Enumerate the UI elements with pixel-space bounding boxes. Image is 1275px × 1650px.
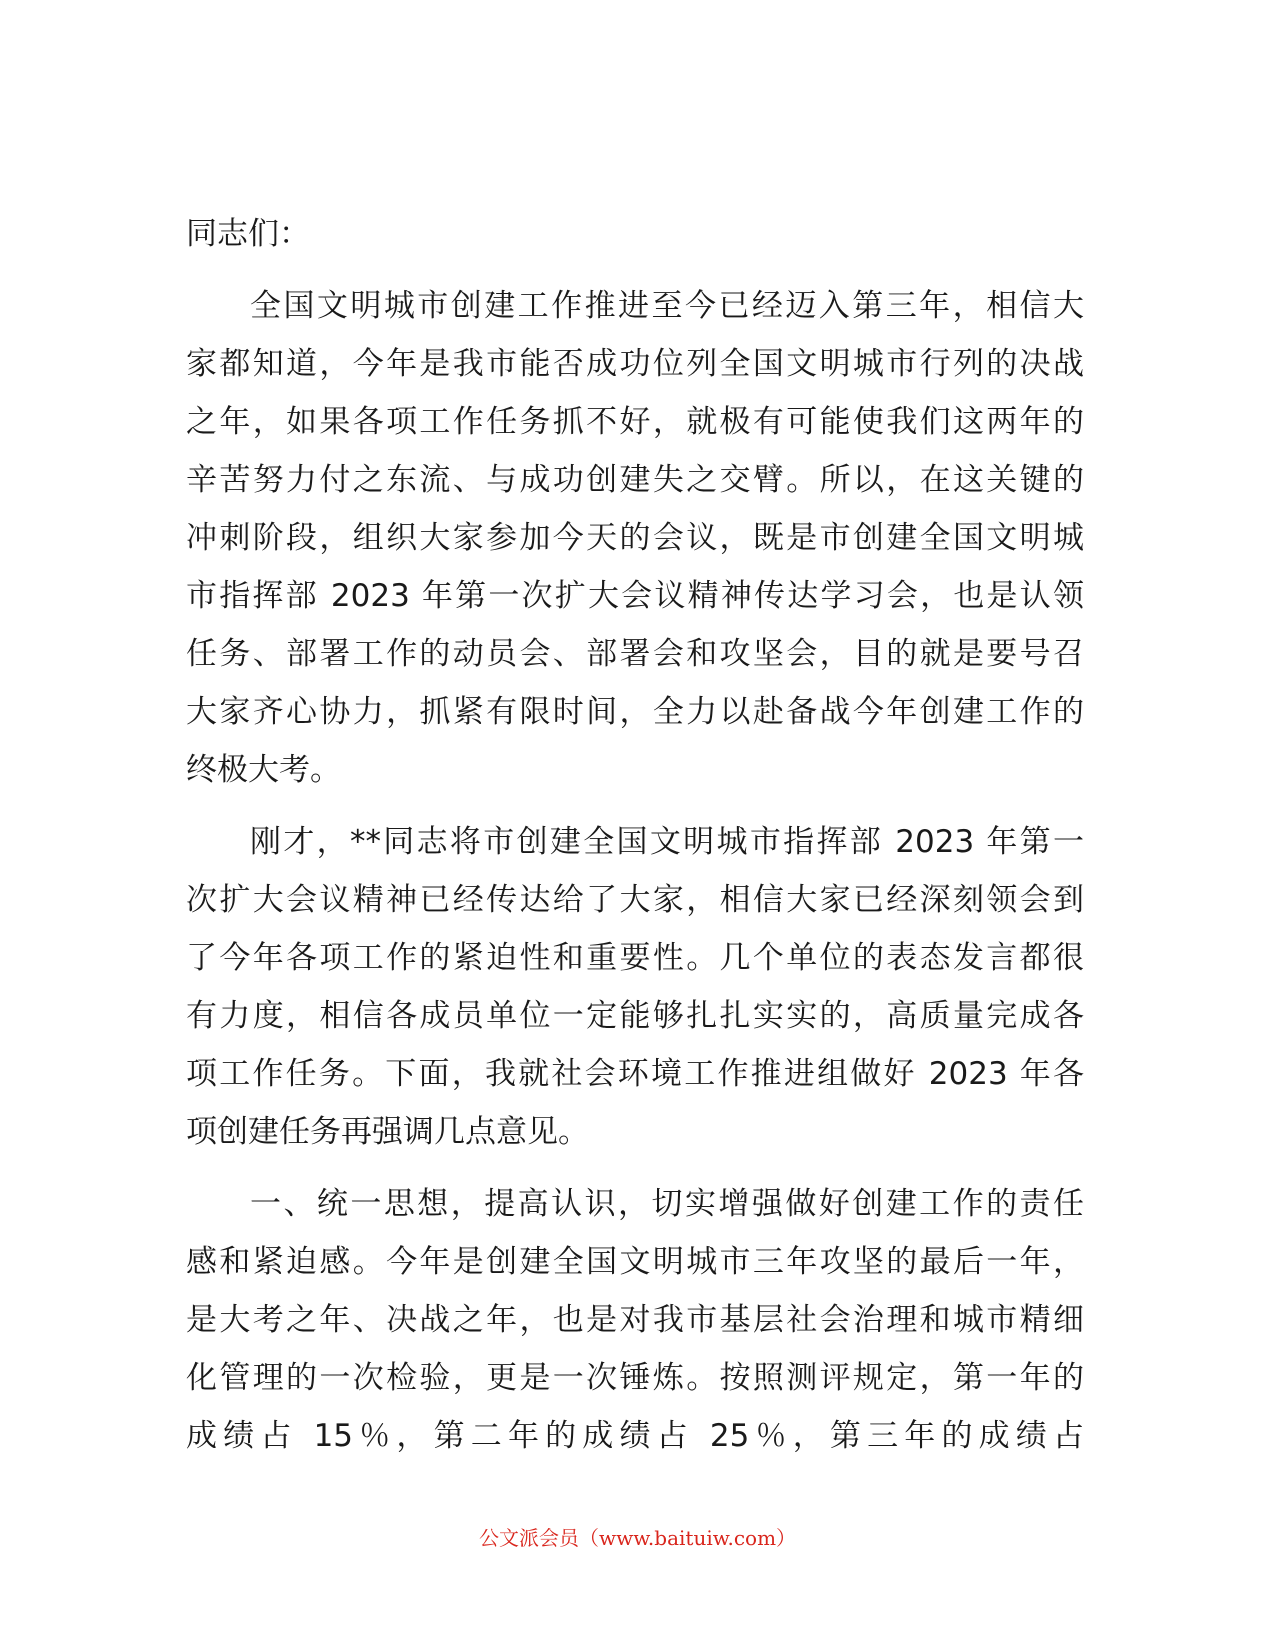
paragraph-line: 了今年各项工作的紧迫性和重要性。几个单位的表态发言都很 <box>186 940 1084 976</box>
paragraph-line: 化管理的一次检验，更是一次锤炼。按照测评规定，第一年的 <box>186 1360 1084 1396</box>
paragraph-line: 之年，如果各项工作任务抓不好，就极有可能使我们这两年的 <box>186 404 1084 440</box>
paragraph-line: 感和紧迫感。今年是创建全国文明城市三年攻坚的最后一年， <box>186 1244 1084 1280</box>
paragraph-line: 任务、部署工作的动员会、部署会和攻坚会，目的就是要号召 <box>186 636 1084 672</box>
paragraph-line: 一、统一思想，提高认识，切实增强做好创建工作的责任 <box>250 1186 1084 1222</box>
paragraph-line: 次扩大会议精神已经传达给了大家，相信大家已经深刻领会到 <box>186 882 1084 918</box>
document-body <box>186 205 1084 1479</box>
salutation: 同志们： <box>186 216 310 252</box>
paragraph-line: 辛苦努力付之东流、与成功创建失之交臂。所以，在这关键的 <box>186 462 1084 498</box>
paragraph-3 <box>186 1175 1084 1465</box>
paragraph-line: 有力度，相信各成员单位一定能够扎扎实实的，高质量完成各 <box>186 998 1084 1034</box>
paragraph-line: 市指挥部 2023 年第一次扩大会议精神传达学习会，也是认领 <box>186 578 1084 614</box>
paragraph-line: 终极大考。 <box>186 752 341 788</box>
paragraph-line: 项创建任务再强调几点意见。 <box>186 1114 589 1150</box>
paragraph-line: 刚才，**同志将市创建全国文明城市指挥部 2023 年第一 <box>250 824 1084 860</box>
paragraph-line: 项工作任务。下面，我就社会环境工作推进组做好 2023 年各 <box>186 1056 1084 1092</box>
paragraph-1 <box>186 277 1084 799</box>
paragraph-2 <box>186 813 1084 1161</box>
paragraph-line: 家都知道，今年是我市能否成功位列全国文明城市行列的决战 <box>186 346 1084 382</box>
paragraph-line: 是大考之年、决战之年，也是对我市基层社会治理和城市精细 <box>186 1302 1084 1338</box>
paragraph-line: 全国文明城市创建工作推进至今已经迈入第三年，相信大 <box>250 288 1084 324</box>
paragraph-line: 成绩占 15％，第二年的成绩占 25％，第三年的成绩占 <box>186 1418 1084 1454</box>
footer-watermark: 公文派会员（www.baituiw.com） <box>478 1526 797 1550</box>
paragraph-line: 大家齐心协力，抓紧有限时间，全力以赴备战今年创建工作的 <box>186 694 1084 730</box>
paragraph-line: 冲刺阶段，组织大家参加今天的会议，既是市创建全国文明城 <box>186 520 1084 556</box>
